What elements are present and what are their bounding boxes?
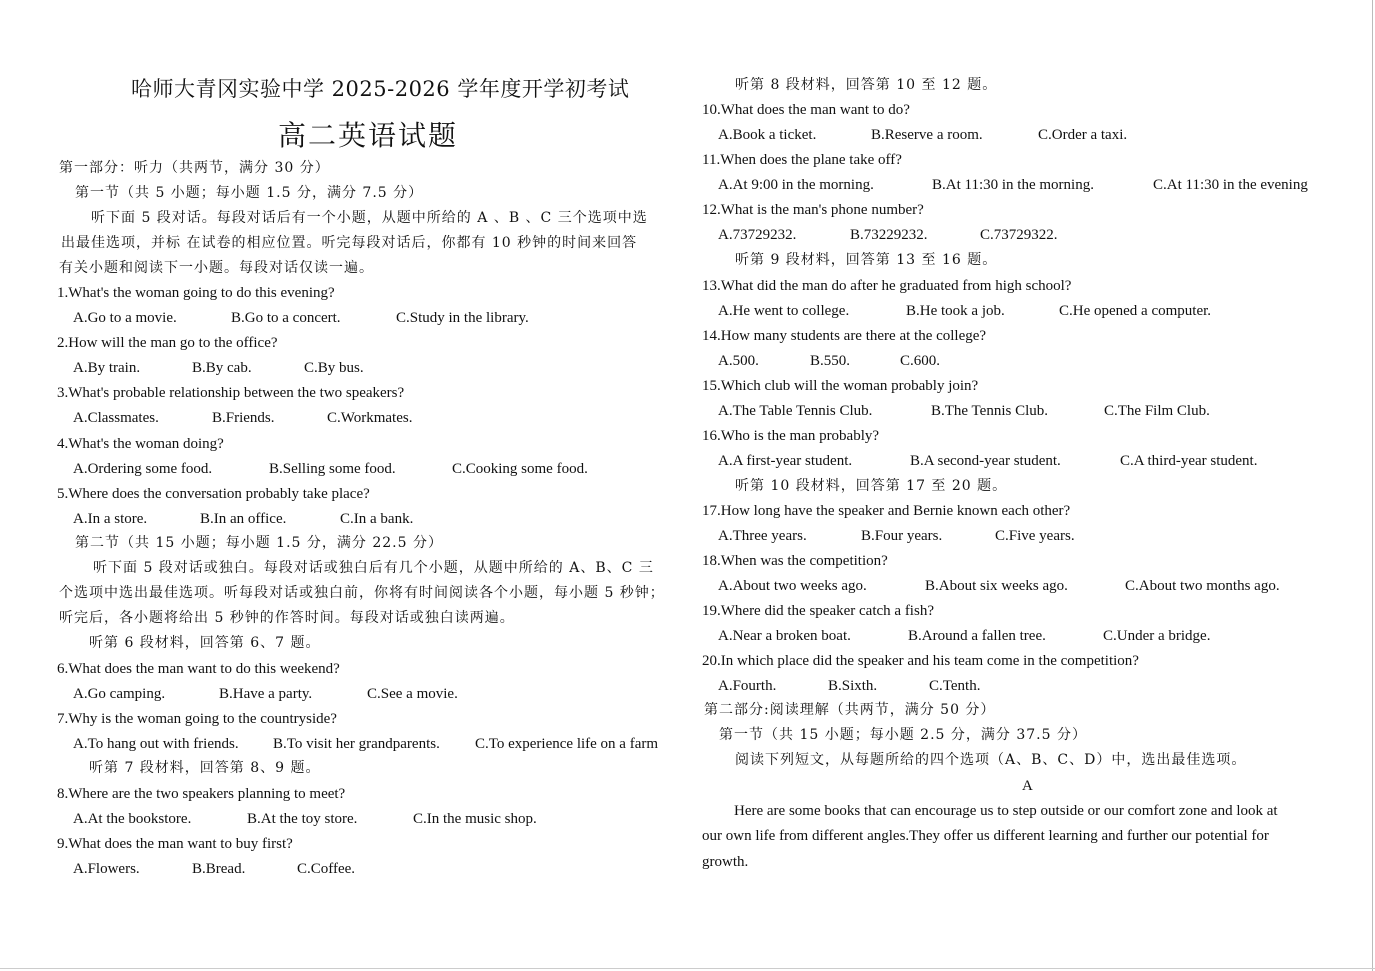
material-note-7: 听第 7 段材料，回答第 8、9 题。 [89, 760, 321, 776]
question-14: 14.How many students are there at the college? [702, 328, 987, 344]
q15-option-b[interactable]: B.The Tennis Club. [931, 403, 1049, 419]
question-19: 19.Where did the speaker catch a fish? [702, 603, 934, 619]
q11-option-c[interactable]: C.At 11:30 in the evening [1153, 177, 1308, 193]
part2-section1-heading: 第一节（共 15 小题；每小题 2.5 分，满分 37.5 分） [719, 727, 1087, 743]
q17-option-c[interactable]: C.Five years. [995, 528, 1075, 544]
section1-instruction-line: 出最佳选项，并标 在试卷的相应位置。听完每段对话后，你都有 10 秒钟的时间来回答 [61, 235, 638, 251]
question-15: 15.Which club will the woman probably join? [702, 378, 979, 394]
question-17: 17.How long have the speaker and Bernie known each other? [702, 503, 1071, 519]
q14-option-a[interactable]: A.500. [718, 353, 759, 369]
subject-title: 高二英语试题 [278, 119, 459, 152]
question-2: 2.How will the man go to the office? [57, 335, 278, 351]
material-note-6: 听第 6 段材料，回答第 6、7 题。 [89, 635, 321, 651]
question-6: 6.What does the man want to do this weekend? [57, 661, 340, 677]
material-note-8: 听第 8 段材料，回答第 10 至 12 题。 [735, 77, 998, 93]
page-right-edge [1372, 0, 1373, 971]
question-8: 8.Where are the two speakers planning to meet? [57, 786, 346, 802]
q16-option-c[interactable]: C.A third-year student. [1120, 453, 1258, 469]
q3-option-b[interactable]: B.Friends. [212, 410, 275, 426]
q19-option-a[interactable]: A.Near a broken boat. [718, 628, 851, 644]
q8-option-a[interactable]: A.At the bookstore. [73, 811, 192, 827]
q18-option-b[interactable]: B.About six weeks ago. [925, 578, 1068, 594]
q15-option-a[interactable]: A.The Table Tennis Club. [718, 403, 873, 419]
question-13: 13.What did the man do after he graduated from high school? [702, 278, 1072, 294]
q13-option-b[interactable]: B.He took a job. [906, 303, 1005, 319]
q6-option-a[interactable]: A.Go camping. [73, 686, 166, 702]
page-bottom-edge [0, 968, 1375, 969]
q10-option-b[interactable]: B.Reserve a room. [871, 127, 983, 143]
q4-option-b[interactable]: B.Selling some food. [269, 461, 396, 477]
part2-instruction: 阅读下列短文，从每题所给的四个选项（A、B、C、D）中，选出最佳选项。 [735, 752, 1247, 768]
q18-option-a[interactable]: A.About two weeks ago. [718, 578, 867, 594]
q5-option-a[interactable]: A.In a store. [73, 511, 148, 527]
q14-option-c[interactable]: C.600. [900, 353, 941, 369]
question-11: 11.When does the plane take off? [702, 152, 902, 168]
q7-option-b[interactable]: B.To visit her grandparents. [273, 736, 440, 752]
q1-option-a[interactable]: A.Go to a movie. [73, 310, 177, 326]
question-18: 18.When was the competition? [702, 553, 888, 569]
q13-option-c[interactable]: C.He opened a computer. [1059, 303, 1212, 319]
section2-instruction-line: 听下面 5 段对话或独白。每段对话或独白后有几个小题，从题中所给的 A、B、C 三 [93, 560, 654, 576]
q14-option-b[interactable]: B.550. [810, 353, 851, 369]
material-note-9: 听第 9 段材料，回答第 13 至 16 题。 [735, 252, 998, 268]
q6-option-b[interactable]: B.Have a party. [219, 686, 313, 702]
q20-option-c[interactable]: C.Tenth. [929, 678, 981, 694]
q9-option-c[interactable]: C.Coffee. [297, 861, 356, 877]
q4-option-c[interactable]: C.Cooking some food. [452, 461, 588, 477]
passage-label: A [1022, 778, 1033, 794]
q2-option-c[interactable]: C.By bus. [304, 360, 364, 376]
question-20: 20.In which place did the speaker and his team come in the competition? [702, 653, 1139, 669]
q12-option-a[interactable]: A.73729232. [718, 227, 797, 243]
q8-option-c[interactable]: C.In the music shop. [413, 811, 537, 827]
question-7: 7.Why is the woman going to the countryside? [57, 711, 337, 727]
q11-option-b[interactable]: B.At 11:30 in the morning. [932, 177, 1094, 193]
q7-option-c[interactable]: C.To experience life on a farm [475, 736, 659, 752]
q7-option-a[interactable]: A.To hang out with friends. [73, 736, 239, 752]
q19-option-b[interactable]: B.Around a fallen tree. [908, 628, 1046, 644]
question-1: 1.What's the woman going to do this evening? [57, 285, 335, 301]
question-3: 3.What's probable relationship between the two speakers? [57, 385, 405, 401]
section1-instruction-line: 有关小题和阅读下一小题。每段对话仅读一遍。 [59, 260, 374, 276]
section2-instruction-line: 个选项中选出最佳选项。听每段对话或独白前，你将有时间阅读各个小题，每小题 5 秒钟； [59, 585, 665, 601]
question-12: 12.What is the man's phone number? [702, 202, 924, 218]
q15-option-c[interactable]: C.The Film Club. [1104, 403, 1210, 419]
q10-option-a[interactable]: A.Book a ticket. [718, 127, 817, 143]
q10-option-c[interactable]: C.Order a taxi. [1038, 127, 1128, 143]
question-16: 16.Who is the man probably? [702, 428, 880, 444]
part1-section1-heading: 第一节（共 5 小题；每小题 1.5 分，满分 7.5 分） [75, 185, 424, 201]
q16-option-a[interactable]: A.A first-year student. [718, 453, 853, 469]
q12-option-c[interactable]: C.73729322. [980, 227, 1058, 243]
section1-instruction-line: 听下面 5 段对话。每段对话后有一个小题，从题中所给的 A 、B 、C 三个选项中选 [91, 210, 648, 226]
q8-option-b[interactable]: B.At the toy store. [247, 811, 358, 827]
q20-option-b[interactable]: B.Sixth. [828, 678, 878, 694]
q17-option-a[interactable]: A.Three years. [718, 528, 807, 544]
q20-option-a[interactable]: A.Fourth. [718, 678, 777, 694]
q19-option-c[interactable]: C.Under a bridge. [1103, 628, 1211, 644]
q11-option-a[interactable]: A.At 9:00 in the morning. [718, 177, 874, 193]
q16-option-b[interactable]: B.A second-year student. [910, 453, 1061, 469]
q3-option-a[interactable]: A.Classmates. [73, 410, 159, 426]
q6-option-c[interactable]: C.See a movie. [367, 686, 458, 702]
q13-option-a[interactable]: A.He went to college. [718, 303, 850, 319]
part1-section2-heading: 第二节（共 15 小题；每小题 1.5 分，满分 22.5 分） [75, 535, 443, 551]
part2-heading: 第二部分:阅读理解（共两节，满分 50 分） [704, 702, 996, 718]
q18-option-c[interactable]: C.About two months ago. [1125, 578, 1280, 594]
question-4: 4.What's the woman doing? [57, 436, 224, 452]
school-title: 哈师大青冈实验中学 2025-2026 学年度开学初考试 [131, 77, 630, 101]
section2-instruction-line: 听完后，各小题将给出 5 秒钟的作答时间。每段对话或独白读两遍。 [59, 610, 515, 626]
question-9: 9.What does the man want to buy first? [57, 836, 293, 852]
q12-option-b[interactable]: B.73229232. [850, 227, 928, 243]
q17-option-b[interactable]: B.Four years. [861, 528, 943, 544]
passage-line: our own life from different angles.They offer us different learning and further our potential for [702, 828, 1269, 844]
part1-heading: 第一部分：听力（共两节，满分 30 分） [59, 160, 330, 176]
q5-option-c[interactable]: C.In a bank. [340, 511, 414, 527]
q1-option-c[interactable]: C.Study in the library. [396, 310, 529, 326]
material-note-10: 听第 10 段材料，回答第 17 至 20 题。 [735, 478, 1008, 494]
question-5: 5.Where does the conversation probably take place? [57, 486, 370, 502]
q3-option-c[interactable]: C.Workmates. [327, 410, 413, 426]
q5-option-b[interactable]: B.In an office. [200, 511, 287, 527]
question-10: 10.What does the man want to do? [702, 102, 910, 118]
q2-option-b[interactable]: B.By cab. [192, 360, 252, 376]
q2-option-a[interactable]: A.By train. [73, 360, 141, 376]
q9-option-b[interactable]: B.Bread. [192, 861, 246, 877]
passage-line: growth. [702, 854, 749, 870]
q9-option-a[interactable]: A.Flowers. [73, 861, 140, 877]
passage-line: Here are some books that can encourage us to step outside or our comfort zone and look at [734, 803, 1278, 819]
q4-option-a[interactable]: A.Ordering some food. [73, 461, 213, 477]
q1-option-b[interactable]: B.Go to a concert. [231, 310, 341, 326]
